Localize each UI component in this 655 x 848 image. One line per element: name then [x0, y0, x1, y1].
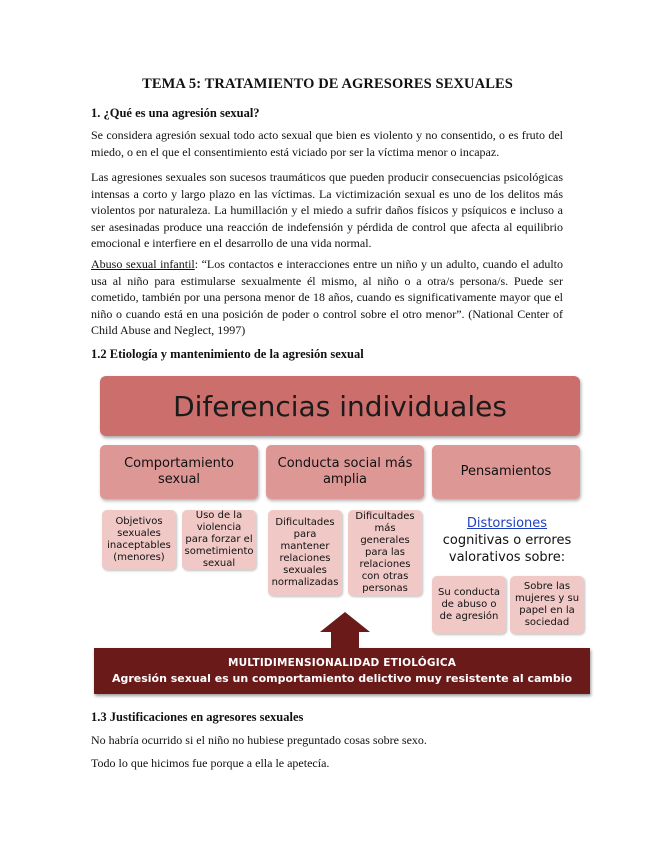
- etiology-diagram: [94, 372, 590, 694]
- diagram-thoughts-box: Pensamientos: [432, 445, 580, 499]
- diagram-box-unacceptable-goals: Objetivos sexuales inaceptables (menores): [102, 510, 176, 570]
- section-1-2-heading: 1.2 Etiología y mantenimiento de la agresión sexual: [91, 347, 364, 361]
- distortions-link[interactable]: Distorsiones: [466, 515, 548, 531]
- diagram-top-box: Diferencias individuales: [100, 376, 580, 436]
- diagram-box-own-conduct: Su conducta de abuso o de agresión: [432, 576, 506, 634]
- diagram-box-sexual-relations: Dificultades para mantener relaciones sexuales normalizadas: [268, 510, 342, 596]
- diagram-cognitive-distortions: [432, 512, 582, 568]
- up-arrow-head: [320, 612, 370, 632]
- child-abuse-definition: : “Los contactos e interacciones entre un niño y un adulto, cuando el adulto usa al niño para estimularse sexualmente él mismo, al niño o a otra/s persona/s. Puede ser cometido, también por una persona menor de 18 años, cuando es significativamente mayor que el niño o cuando está en una posición de poder o control sobre el otro menor”. (National Center of Child Abuse and Neglect, 1997): [91, 257, 563, 338]
- justification-line-2: Todo lo que hicimos fue porque a ella le apetecía.: [91, 756, 330, 770]
- diagram-box-violence: Uso de la violencia para forzar el sometimiento sexual: [182, 510, 256, 570]
- diagram-sexual-behavior-box: Comportamiento sexual: [100, 445, 258, 499]
- paragraph-definition: Se considera agresión sexual todo acto sexual que bien es violento y no consentido, o es fruto del miedo, o en el que el consentimiento está viciado por ser la víctima menor o incapaz.: [91, 128, 563, 159]
- diagram-bottom-title: MULTIDIMENSIONALIDAD ETIOLÓGICA: [227, 657, 457, 669]
- diagram-box-general-relations: Dificultades más generales para las relaciones con otras personas: [348, 510, 422, 596]
- paragraph-consequences: Las agresiones sexuales son sucesos traumáticos que pueden producir consecuencias psicológicas intensas a corto y largo plazo en las víctimas. La victimización sexual es uno de los delitos más violentos por naturaleza. La humillación y el miedo a sufrir daños físicos y psíquicos e incluso a ser asesinadas produce una reacción de indefensión y pérdida de control que afecta al equilibrio emocional e interfiere en el desarrollo de una vida normal.: [91, 170, 563, 251]
- up-arrow-shaft: [331, 630, 359, 650]
- paragraph-child-abuse: [91, 256, 563, 339]
- diagram-social-behavior-box: Conducta social más amplia: [266, 445, 424, 499]
- diagram-box-women-role: Sobre las mujeres y su papel en la sociedad: [510, 576, 584, 634]
- section-1-heading: 1. ¿Qué es una agresión sexual?: [91, 106, 260, 120]
- diagram-bottom-subtitle: Agresión sexual es un comportamiento delictivo muy resistente al cambio: [111, 672, 573, 685]
- diagram-bottom-bar: [94, 648, 590, 694]
- document-title: TEMA 5: TRATAMIENTO DE AGRESORES SEXUALES: [142, 76, 513, 92]
- justification-line-1: No habría ocurrido si el niño no hubiese preguntado cosas sobre sexo.: [91, 733, 427, 747]
- distortions-text: cognitivas o errores valorativos sobre:: [442, 532, 572, 565]
- section-1-3-heading: 1.3 Justificaciones en agresores sexuales: [91, 710, 304, 724]
- term-child-abuse: Abuso sexual infantil: [91, 257, 195, 271]
